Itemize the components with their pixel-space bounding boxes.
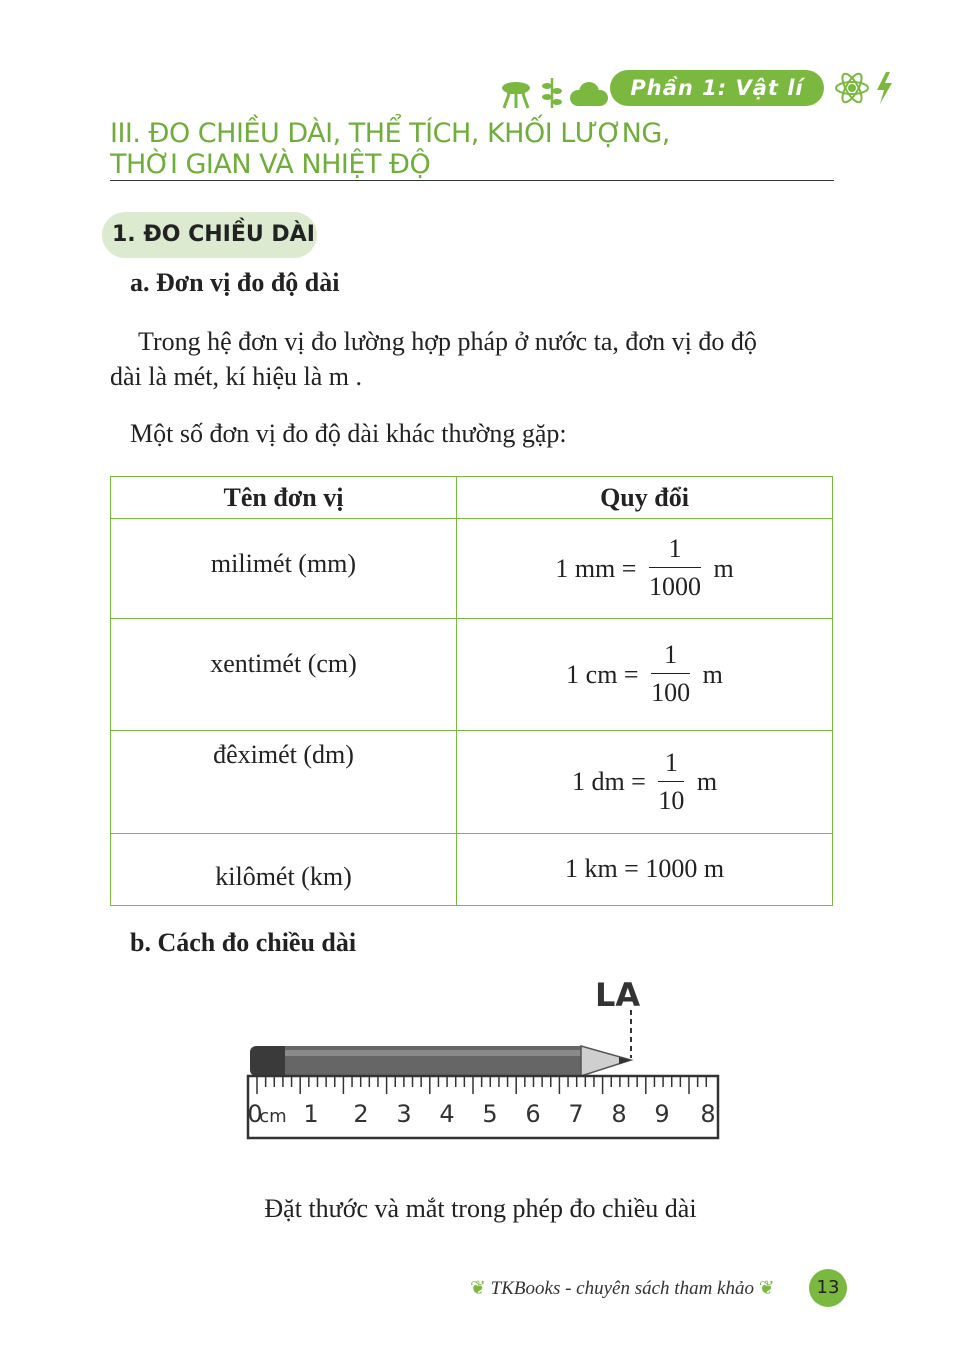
subsection-b-title: b. Cách đo chiều dài	[130, 928, 357, 957]
ruler-label: 5	[482, 1100, 498, 1128]
unit-conversion	[457, 519, 833, 619]
ruler-label: 4	[439, 1100, 455, 1128]
ruler-label: cm	[259, 1106, 287, 1127]
unit-name	[111, 834, 457, 906]
fraction-denominator: 100	[651, 678, 691, 707]
fraction-denominator: 10	[658, 785, 685, 815]
unit-conversion	[457, 619, 833, 731]
lightning-icon	[877, 72, 892, 104]
table-row	[111, 519, 833, 619]
paragraph-units-line1: Trong hệ đơn vị đo lường hợp pháp ở nước ta, đơn vị đo độ	[138, 327, 757, 356]
leaf-left-icon: ❦	[470, 1278, 486, 1299]
pencil-ruler-figure	[215, 972, 755, 1152]
conversion-text: 1 km = 1000 m	[564, 853, 725, 883]
ruler-label: 9	[654, 1100, 670, 1128]
title-divider	[110, 180, 834, 181]
unit-name	[111, 619, 457, 731]
leaf-icon	[542, 78, 562, 108]
figure-caption: Đặt thước và mắt trong phép đo chiều dài	[264, 1194, 697, 1223]
conversion-unit: m	[702, 659, 723, 689]
conversion-lhs: 1 mm =	[555, 553, 637, 583]
leaf-right-icon: ❦	[758, 1278, 775, 1299]
section-title: 1. ĐO CHIỀU DÀI	[102, 212, 317, 258]
conversion-lhs: 1 dm =	[571, 767, 646, 796]
chapter-title	[110, 118, 834, 180]
table-header-row	[111, 477, 833, 519]
table-row	[111, 731, 833, 834]
ruler-label: 1	[303, 1100, 319, 1128]
table-row	[111, 834, 833, 906]
header-right-icons	[830, 70, 900, 106]
fraction-denominator: 1000	[648, 572, 701, 601]
ruler-label: 3	[396, 1100, 412, 1128]
paragraph-units	[110, 324, 840, 394]
unit-name-text: xentimét (cm)	[210, 648, 357, 678]
conversion-unit: m	[713, 553, 734, 583]
ruler-label: 2	[353, 1100, 369, 1128]
conversion-unit: m	[696, 767, 718, 796]
paragraph-other-units: Một số đơn vị đo độ dài khác thường gặp:	[130, 419, 567, 448]
table-header-name: Tên đơn vị	[111, 477, 457, 519]
atom-icon	[836, 71, 868, 105]
cloud-icon	[570, 82, 608, 106]
part-label: Phần 1: Vật lí	[610, 70, 824, 106]
publisher-text: TKBooks - chuyên sách tham khảo	[490, 1278, 754, 1299]
chapter-title-line2: THỜI GIAN VÀ NHIỆT ĐỘ	[110, 149, 431, 180]
unit-conversion	[457, 731, 833, 834]
unit-name-text: kilômét (km)	[215, 861, 352, 891]
unit-name-text: milimét (mm)	[210, 548, 357, 578]
footer	[470, 1274, 775, 1304]
table-row	[111, 619, 833, 731]
fraction-numerator: 1	[649, 531, 701, 568]
ruler-label: 6	[525, 1100, 541, 1128]
units-table	[110, 476, 833, 906]
ruler-label: 7	[568, 1100, 584, 1128]
conversion-fraction	[649, 531, 701, 606]
unit-name-text: đêximét (dm)	[213, 740, 354, 769]
unit-name	[111, 519, 457, 619]
table-header-conversion: Quy đổi	[457, 477, 833, 519]
chapter-title-line1: III. ĐO CHIỀU DÀI, THỂ TÍCH, KHỐI LƯỢNG,	[110, 118, 670, 149]
paragraph-units-line2: dài là mét, kí hiệu là m .	[110, 362, 362, 391]
fraction-numerator: 1	[658, 745, 684, 782]
conversion-fraction	[658, 745, 684, 820]
ruler-label: 8	[611, 1100, 627, 1128]
ruler-label: 0	[247, 1100, 263, 1128]
page-number: 13	[809, 1269, 847, 1307]
unit-conversion	[457, 834, 833, 906]
fraction-numerator: 1	[651, 637, 690, 674]
tripod-icon	[502, 82, 530, 108]
conversion-lhs: 1 cm =	[566, 659, 639, 689]
unit-name	[111, 731, 457, 834]
conversion-fraction	[651, 637, 690, 712]
subsection-a-title: a. Đơn vị đo độ dài	[130, 268, 340, 297]
pencil-icon	[250, 1046, 631, 1076]
header-decor-icons	[500, 76, 610, 110]
ruler	[247, 1076, 718, 1138]
handwriting-label: LA	[595, 976, 641, 1014]
ruler-label: 8	[700, 1100, 716, 1128]
